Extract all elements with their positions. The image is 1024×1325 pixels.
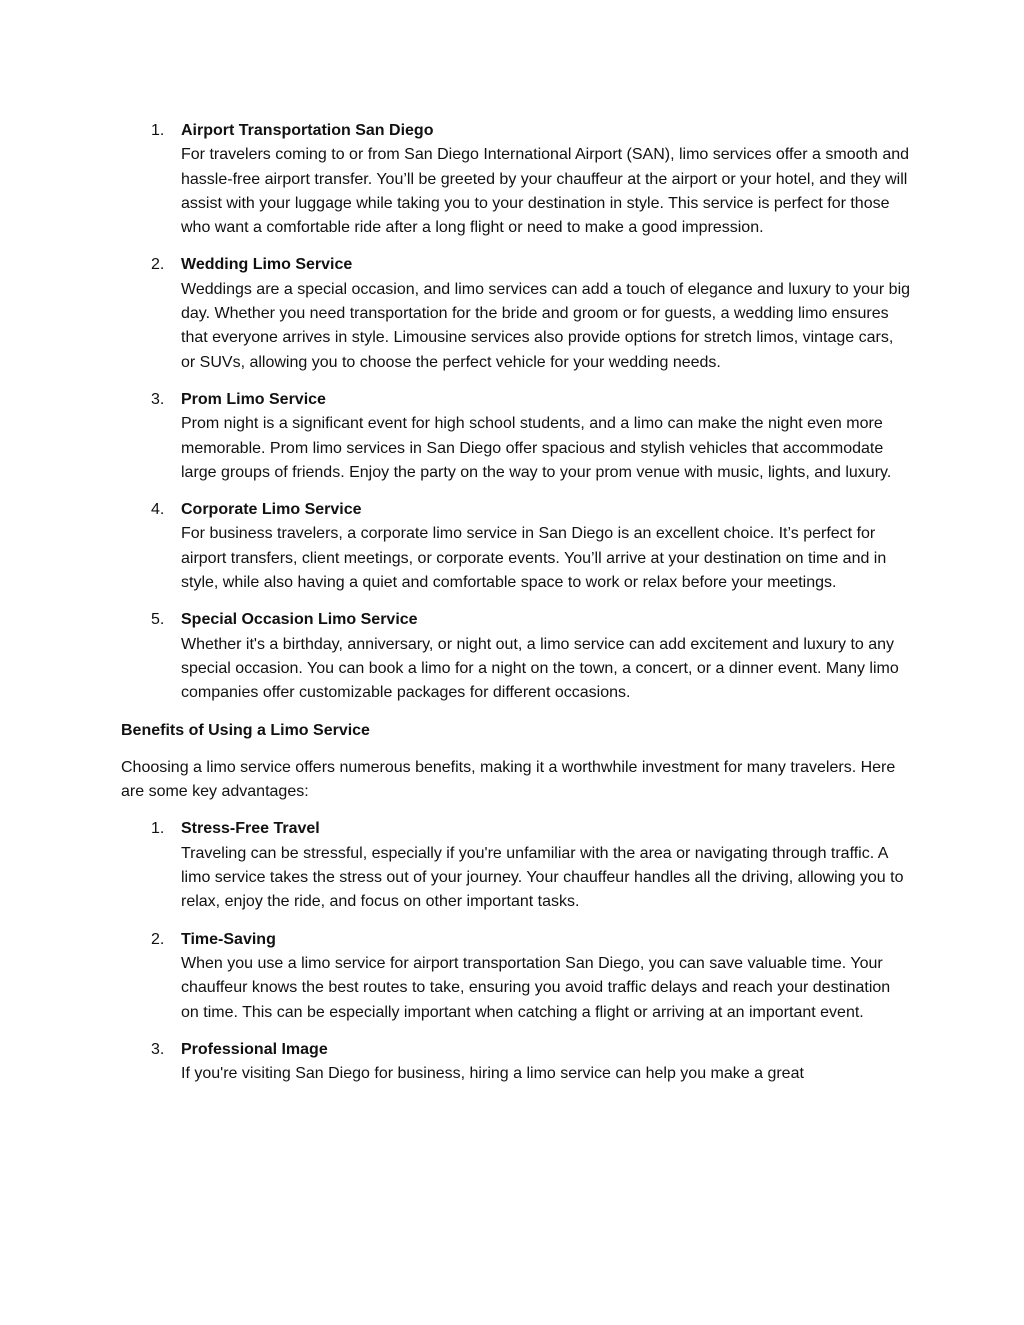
list-number: 2. (151, 256, 165, 274)
list-item-description: Prom night is a significant event for high school students, and a limo can make the night even more memorable. Prom limo services in San Diego offer spacious and stylish vehicles that accommodate large groups of friends. Enjoy the party on the way to your prom venue with music, lights, and luxury. (181, 415, 892, 481)
list-item (121, 119, 911, 240)
list-item-title: Airport Transportation San Diego (181, 122, 434, 139)
list-item (121, 253, 911, 374)
list-item (121, 388, 911, 485)
list-item-title: Special Occasion Limo Service (181, 611, 418, 629)
list-item-description: If you're visiting San Diego for business, hiring a limo service can help you make a great (181, 1065, 804, 1083)
benefits-list (121, 817, 911, 1086)
services-list (121, 119, 911, 706)
list-number: 1. (151, 122, 165, 139)
list-item-description: Traveling can be stressful, especially if you're unfamiliar with the area or navigating through traffic. A limo service takes the stress out of your journey. Your chauffeur handles all the driving, allowing you to relax, enjoy the ride, and focus on other important tasks. (181, 844, 904, 911)
list-item-title: Prom Limo Service (181, 390, 326, 408)
list-item-description: For business travelers, a corporate limo service in San Diego is an excellent choice. It’s perfect for airport transfers, client meetings, or corporate events. You’ll arrive at your destination on time and in style, while also having a quiet and comfortable space to work or relax before your meetings. (181, 525, 887, 592)
list-number: 2. (151, 930, 165, 948)
list-item (121, 928, 911, 1025)
list-number: 1. (151, 820, 165, 838)
list-item-description: Whether it's a birthday, anniversary, or night out, a limo service can add excitement and luxury to any special occasion. You can book a limo for a night on the town, a concert, or a dinner event. Many limo companies offer customizable packages for different occasions. (181, 635, 899, 702)
list-item-title: Time-Saving (181, 930, 276, 948)
list-item-description: Weddings are a special occasion, and limo services can add a touch of elegance and luxury to your big day. Whether you need transportation for the bride and groom or for guests, a wedding limo ensures that everyone arrives in style. Limousine services also provide options for stretch limos, vintage cars, or SUVs, allowing you to choose the perfect vehicle for your wedding needs. (181, 280, 911, 371)
document-page (121, 119, 911, 1099)
list-item-title: Professional Image (181, 1040, 328, 1058)
list-item (121, 498, 911, 595)
list-number: 3. (151, 390, 165, 408)
list-item-title: Stress-Free Travel (181, 820, 320, 838)
list-item (121, 608, 911, 705)
list-item-description: When you use a limo service for airport transportation San Diego, you can save valuable time. Your chauffeur knows the best routes to take, ensuring you avoid traffic delays and reach your destination on time. This can be especially important when catching a flight or arriving at an important event. (181, 954, 891, 1021)
list-number: 5. (151, 611, 165, 629)
section-heading: Benefits of Using a Limo Service (121, 721, 370, 739)
list-number: 3. (151, 1040, 165, 1058)
list-item-title: Corporate Limo Service (181, 501, 362, 519)
intro-paragraph: Choosing a limo service offers numerous benefits, making it a worthwhile investment for many travelers. Here are some key advantages: (121, 758, 896, 801)
list-item-description: For travelers coming to or from San Diego International Airport (SAN), limo services offer a smooth and hassle-free airport transfer. You’ll be greeted by your chauffeur at the airport or your hotel, and they will assist with your luggage while taking you to your destination in style. This service is perfect for those who want a comfortable ride after a long flight or need to make a good impression. (181, 146, 910, 237)
list-number: 4. (151, 501, 165, 519)
list-item (121, 817, 911, 914)
list-item (121, 1038, 911, 1087)
list-item-title: Wedding Limo Service (181, 256, 353, 274)
